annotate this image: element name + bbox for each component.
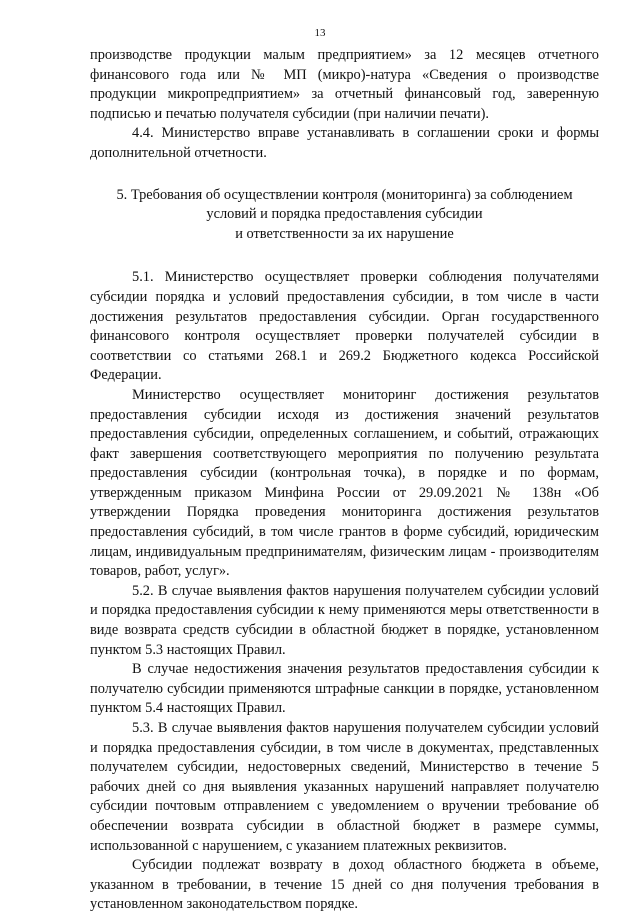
section-heading-line-2: условий и порядка предоставления субсидии: [206, 206, 483, 223]
paragraph-penalty: В случае недостижения значения результатов предоставления субсидии к получателю субсидии применяются штрафные санкции в порядке, установленном пунктом 5.4 настоящих Правил.: [90, 661, 599, 717]
section-heading: [90, 186, 599, 245]
paragraph-return: Субсидии подлежат возврату в доход областного бюджета в объеме, указанном в требовании, в течение 15 дней со дня получения требования в установленном законодательством порядке.: [90, 857, 599, 913]
paragraph-continuation: производстве продукции малым предприятием» за 12 месяцев отчетного финансового года или № МП (микро)-натура «Сведения о производстве продукции микропредприятием» за отчетный финансовый год, заверенную подписью и печатью получателя субсидии (при наличии печати).: [90, 47, 599, 122]
page-content: [90, 46, 599, 915]
section-heading-line-3: и ответственности за их нарушение: [235, 225, 454, 242]
paragraph-monitoring: Министерство осуществляет мониторинг достижения результатов предоставления субсидии исходя из достижения значений результатов предоставления субсидии, определенных соглашением, и событий, отражающих факт завершения соответствующего мероприятия по получению результата предоставления субсидии (контрольная точка), в порядке и по формам, утвержденным приказом Минфина России от 29.09.2021 № 138н «Об утверждении Порядка проведения мониторинга достижения результатов предоставления субсидий, в том числе грантов в форме субсидий, юридическим лицам, индивидуальным предпринимателям, физическим лицам - производителям товаров, работ, услуг».: [90, 386, 599, 580]
paragraph-4-4: 4.4. Министерство вправе устанавливать в соглашении сроки и формы дополнительной отчетности.: [90, 125, 599, 161]
page-number: 13: [314, 27, 326, 39]
paragraph-5-1: 5.1. Министерство осуществляет проверки соблюдения получателями субсидии порядка и условий предоставления субсидии, в том числе в части достижения результатов предоставления субсидии. Орган государственного финансового контроля осуществляет проверки получателей субсидии в соответствии со статьями 268.1 и 269.2 Бюджетного кодекса Российской Федерации.: [90, 269, 599, 384]
paragraph-5-2: 5.2. В случае выявления фактов нарушения получателем субсидии условий и порядка предоставления субсидии к нему применяются меры ответственности в виде возврата средств субсидии в областной бюджет в порядке, установленном пунктом 5.3 настоящих Правил.: [90, 582, 599, 658]
paragraph-5-3: 5.3. В случае выявления фактов нарушения получателем субсидии условий и порядка предоставления субсидии, в том числе в документах, представленных получателем субсидии, недостоверных сведений, Министерство в течение 5 рабочих дней со дня выявления указанных нарушений направляет получателю субсидии почтовым отправлением с уведомлением о вручении требование об обеспечении возврата субсидии в областной бюджет в размере суммы, использованной с нарушением, с указанием платежных реквизитов.: [90, 720, 599, 854]
section-heading-line-1: 5. Требования об осуществлении контроля (мониторинга) за соблюдением: [116, 186, 573, 203]
